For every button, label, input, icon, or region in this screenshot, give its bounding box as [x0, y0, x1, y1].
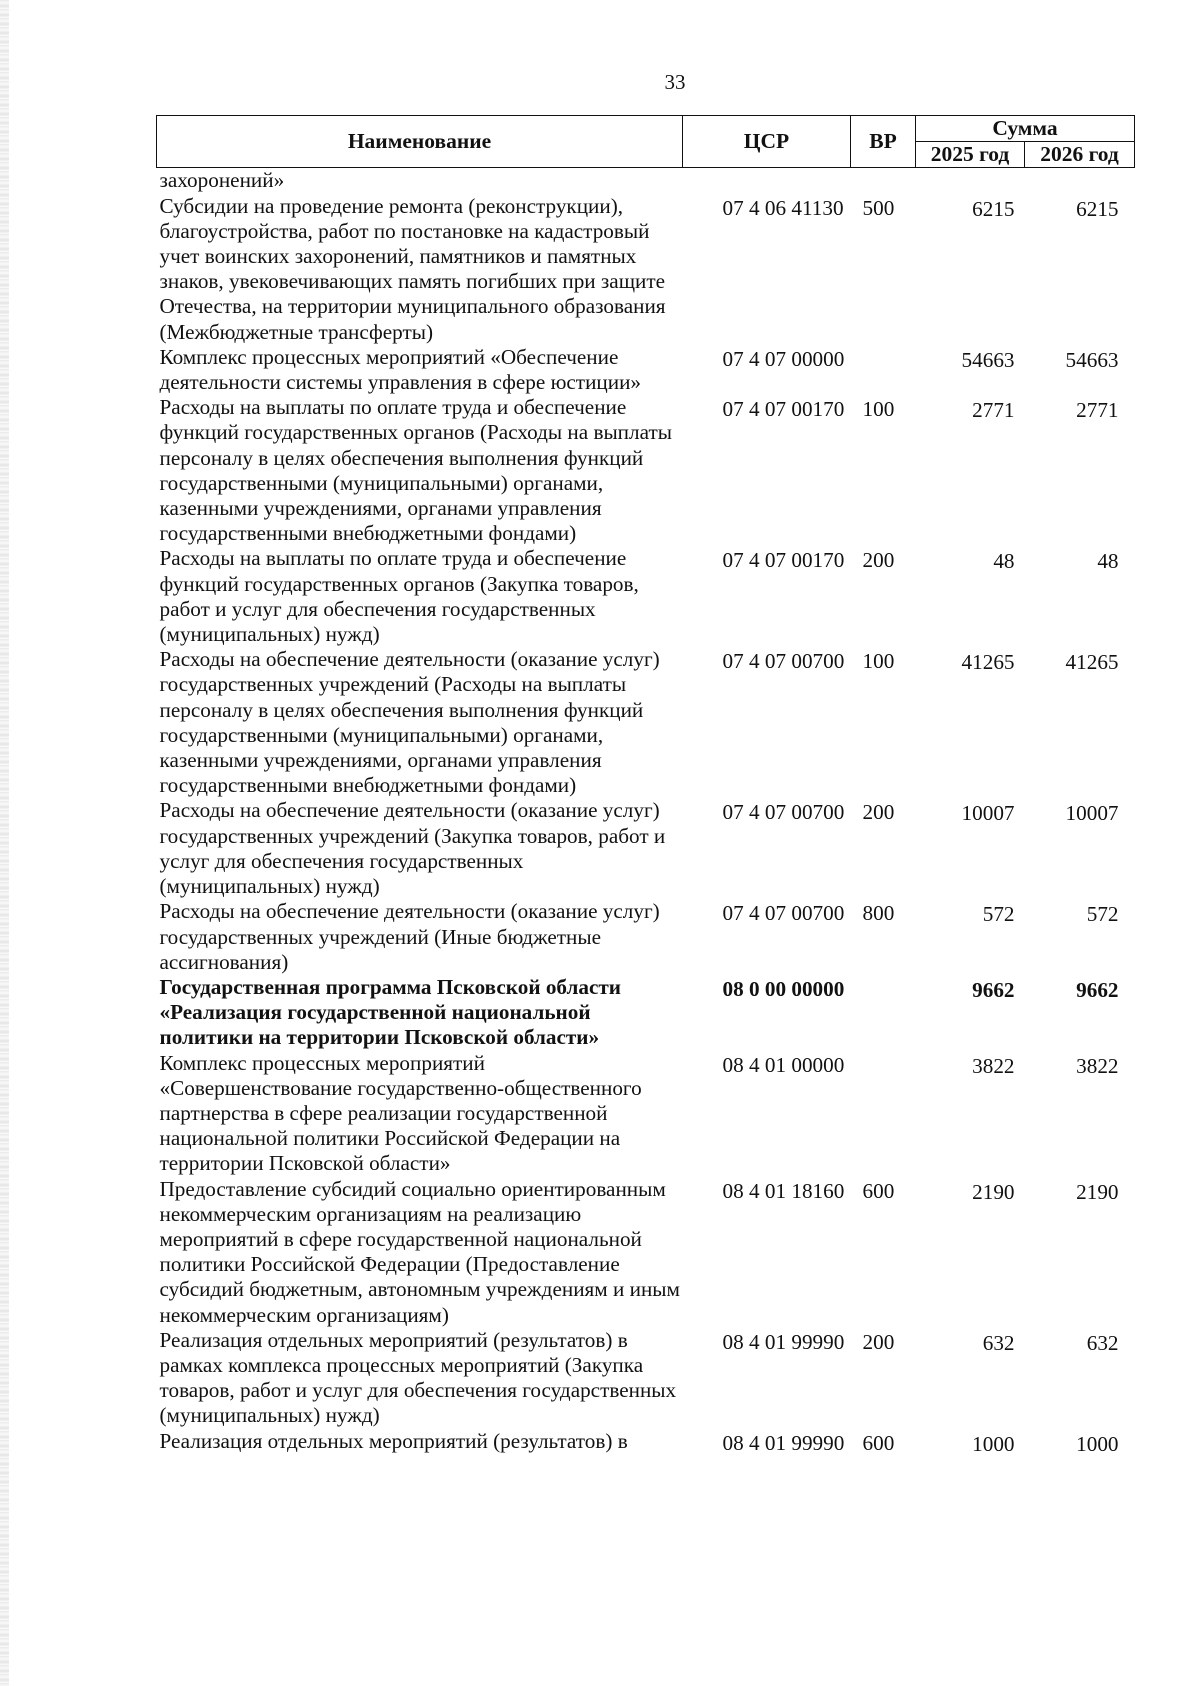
row-sum-2026: 2190: [1076, 1179, 1119, 1204]
row-csr: 07 4 07 00170: [722, 397, 845, 422]
row-csr: 08 4 01 00000: [722, 1052, 845, 1077]
row-csr: 08 4 01 99990: [722, 1430, 845, 1455]
row-sum-2025: 2190: [972, 1179, 1015, 1204]
row-name: Расходы на обеспечение деятельности (оказание услуг) государственных учреждений (Закупка товаров, работ и услуг для обеспечения государственных (муниципальных) нужд): [159, 798, 666, 899]
row-csr: 07 4 07 00700: [722, 800, 845, 825]
header-name: Наименование: [157, 116, 683, 168]
table-row: [157, 798, 1135, 899]
row-vr: 600: [862, 1430, 895, 1455]
row-name: Расходы на обеспечение деятельности (оказание услуг) государственных учреждений (Расходы на выплаты персоналу в целях обеспечения выполнения функций государственными (муниципальными) органами, казенными учреждениями, органами управления государственными внебюджетными фондами): [159, 647, 660, 798]
header-year-2026: 2026 год: [1025, 142, 1135, 168]
row-sum-2026: 48: [1097, 549, 1119, 574]
row-sum-2025: 9662: [972, 977, 1015, 1002]
row-sum-2025: 1000: [972, 1431, 1015, 1456]
budget-table: [156, 115, 1135, 1457]
row-sum-2026: 41265: [1065, 650, 1119, 675]
table-row: [157, 1051, 1135, 1177]
page-number: 33: [664, 70, 686, 94]
row-sum-2026: 632: [1086, 1330, 1119, 1355]
table-row: [157, 345, 1135, 395]
row-name: Реализация отдельных мероприятий (результатов) в: [159, 1428, 628, 1453]
table-row: [157, 975, 1135, 1051]
table-row: [157, 194, 1135, 345]
row-csr: 08 4 01 99990: [722, 1329, 845, 1354]
row-csr: 07 4 06 41130: [722, 195, 844, 220]
row-vr: [851, 345, 916, 395]
table-body: [157, 168, 1135, 1457]
row-sum-2026: 572: [1086, 902, 1119, 927]
scan-edge: [0, 0, 9, 1686]
row-name: Комплекс процессных мероприятий «Обеспечение деятельности системы управления в сфере юстиции»: [159, 344, 642, 395]
row-sum-2026: 6215: [1076, 196, 1119, 221]
row-csr: 07 4 07 00170: [722, 548, 845, 573]
table-row: [157, 395, 1135, 546]
row-csr: 07 4 07 00700: [722, 901, 845, 926]
row-sum-2026: 2771: [1076, 398, 1119, 423]
row-name: Реализация отдельных мероприятий (результатов) в рамках комплекса процессных мероприятий (Закупка товаров, работ и услуг для обеспечения государственных (муниципальных) нужд): [159, 1327, 677, 1428]
table-header: [157, 116, 1135, 168]
row-sum-2026: 1000: [1076, 1431, 1119, 1456]
row-sum-2025: 54663: [961, 347, 1015, 372]
row-sum-2026: 54663: [1065, 347, 1119, 372]
row-vr: 100: [862, 397, 895, 422]
row-name: Субсидии на проведение ремонта (реконструкции), благоустройства, работ по постановке на кадастровый учет воинских захоронений, памятников и памятных знаков, увековечивающих память погибших при защите Отечества, на территории муниципального образования (Межбюджетные трансферты): [159, 193, 666, 344]
row-vr: 600: [862, 1178, 895, 1203]
row-name: Комплекс процессных мероприятий «Совершенствование государственно-общественного партнерства в сфере реализации государственной национальной политики Российской Федерации на территории Псковской области»: [159, 1050, 642, 1176]
row-sum-2025: 2771: [972, 398, 1015, 423]
table-row: [157, 647, 1135, 798]
row-sum-2026: 3822: [1076, 1053, 1119, 1078]
row-sum-2025: 41265: [961, 650, 1015, 675]
row-vr: 500: [862, 195, 895, 220]
row-sum-2025: 6215: [972, 196, 1015, 221]
header-sum: Сумма: [916, 116, 1135, 142]
row-name: Расходы на обеспечение деятельности (оказание услуг) государственных учреждений (Иные бюджетные ассигнования): [159, 899, 660, 974]
table-row: [157, 1429, 1135, 1457]
header-year-2025: 2025 год: [916, 142, 1025, 168]
row-name: Расходы на выплаты по оплате труда и обеспечение функций государственных органов (Закупка товаров, работ и услуг для обеспечения государственных (муниципальных) нужд): [159, 546, 639, 647]
header-vr: ВР: [851, 116, 916, 168]
row-name: Предоставление субсидий социально ориентированным некоммерческим организациям на реализацию мероприятий в сфере государственной национальной политики Российской Федерации (Предоставление субсидий бюджетным, автономным учреждениям и иным некоммерческим организациям): [159, 1176, 680, 1327]
continuation-row: [157, 168, 1135, 194]
row-csr: 07 4 07 00000: [722, 346, 845, 371]
header-csr: ЦСР: [683, 116, 851, 168]
row-sum-2025: 572: [982, 902, 1015, 927]
row-vr: [851, 1051, 916, 1177]
row-vr: 200: [862, 1329, 895, 1354]
table-row: [157, 1177, 1135, 1328]
continuation-text: захоронений»: [159, 168, 285, 193]
row-sum-2025: 632: [982, 1330, 1015, 1355]
row-sum-2025: 3822: [972, 1053, 1015, 1078]
row-vr: 200: [862, 548, 895, 573]
row-csr: 08 4 01 18160: [722, 1178, 845, 1203]
row-name: Расходы на выплаты по оплате труда и обеспечение функций государственных органов (Расходы на выплаты персоналу в целях обеспечения выполнения функций государственными (муниципальными) органами, казенными учреждениями, органами управления государственными внебюджетными фондами): [159, 395, 672, 546]
table-row: [157, 899, 1135, 975]
row-vr: 800: [862, 901, 895, 926]
row-sum-2026: 10007: [1065, 801, 1119, 826]
row-csr: 07 4 07 00700: [722, 649, 845, 674]
row-sum-2025: 48: [993, 549, 1015, 574]
row-vr: [851, 975, 916, 1051]
row-name: Государственная программа Псковской области «Реализация государственной национальной политики на территории Псковской области»: [159, 974, 621, 1050]
table-row: [157, 1328, 1135, 1429]
row-sum-2025: 10007: [961, 801, 1015, 826]
row-csr: 08 0 00 00000: [722, 976, 845, 1001]
row-sum-2026: 9662: [1076, 977, 1119, 1002]
row-vr: 200: [862, 800, 895, 825]
table-row: [157, 546, 1135, 647]
row-vr: 100: [862, 649, 895, 674]
